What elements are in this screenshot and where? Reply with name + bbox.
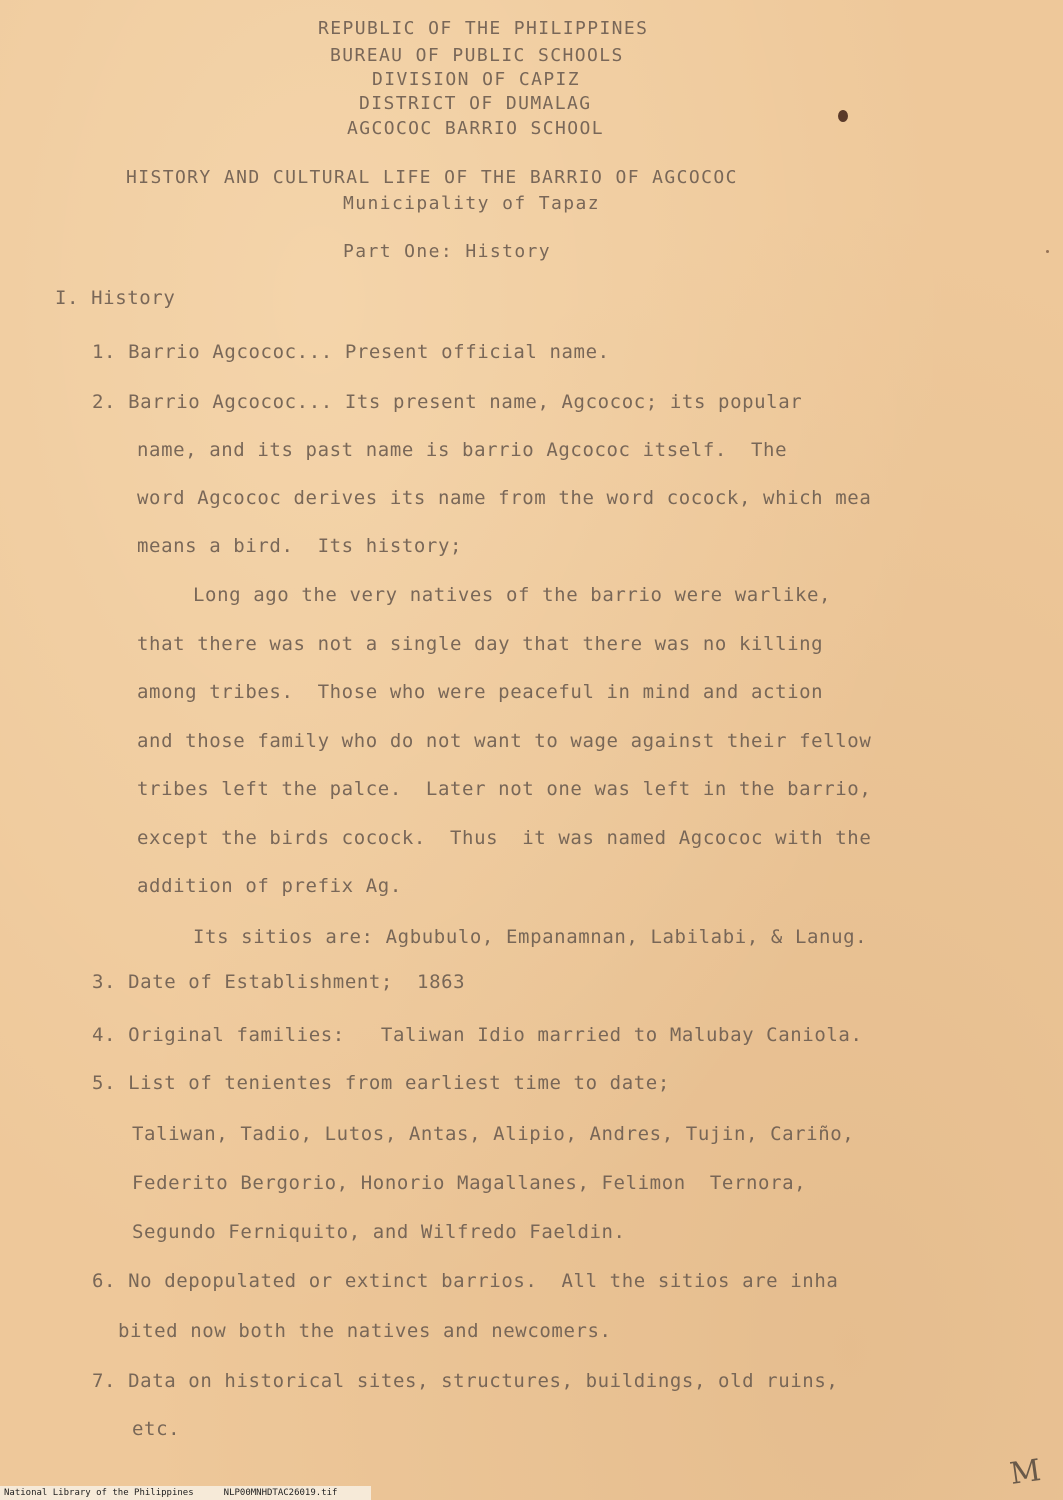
history-paragraph-line-3: among tribes. Those who were peaceful in mind and action [137,681,824,703]
item-5: 5. List of tenientes from earliest time to date; [92,1072,670,1094]
scan-footer [0,1486,371,1500]
section-heading: I. History [55,287,176,309]
history-paragraph-line-4: and those family who do not want to wage against their fellow [137,730,872,752]
history-paragraph-line-7: addition of prefix Ag. [137,875,402,897]
tenientes-line-3: Segundo Ferniquito, and Wilfredo Faeldin. [132,1221,626,1243]
history-paragraph-line-6: except the birds cocock. Thus it was named Agcococ with the [137,827,872,849]
ink-speck [1046,250,1049,253]
item-2-line-1: 2. Barrio Agcococ... Its present name, Agcococ; its popular [92,391,803,413]
header-bureau: BUREAU OF PUBLIC SCHOOLS [330,45,624,66]
sitios-line: Its sitios are: Agbubulo, Empanamnan, Labilabi, & Lanug. [193,926,868,948]
tenientes-line-1: Taliwan, Tadio, Lutos, Antas, Alipio, Andres, Tujin, Cariño, [132,1123,855,1145]
item-2-line-3: word Agcococ derives its name from the word cocock, which mea [137,487,872,509]
handwritten-initial: M [1007,1453,1044,1492]
item-7-line-2: etc. [132,1418,181,1440]
footer-filename: NLP00MNHDTAC26019.tif [223,1488,338,1498]
header-republic: REPUBLIC OF THE PHILIPPINES [318,18,649,39]
header-division: DIVISION OF CAPIZ [372,69,581,90]
header-school: AGCOCOC BARRIO SCHOOL [347,118,604,139]
item-2-line-4: means a bird. Its history; [137,535,463,557]
document-subtitle: Municipality of Tapaz [343,193,600,214]
item-7-line-1: 7. Data on historical sites, structures, buildings, old ruins, [92,1370,839,1392]
item-4: 4. Original families: Taliwan Idio married to Malubay Caniola. [92,1024,863,1046]
history-paragraph-line-2: that there was not a single day that there was no killing [137,633,824,655]
history-paragraph-line-1: Long ago the very natives of the barrio were warlike, [193,584,832,606]
ink-spot [838,110,848,122]
item-1: 1. Barrio Agcococ... Present official name. [92,341,610,363]
history-paragraph-line-5: tribes left the palce. Later not one was left in the barrio, [137,778,872,800]
item-3: 3. Date of Establishment; 1863 [92,971,466,993]
item-6-line-1: 6. No depopulated or extinct barrios. All the sitios are inha [92,1270,839,1292]
tenientes-line-2: Federito Bergorio, Honorio Magallanes, Felimon Ternora, [132,1172,807,1194]
item-2-line-2: name, and its past name is barrio Agcococ itself. The [137,439,788,461]
item-6-line-2: bited now both the natives and newcomers. [118,1320,612,1342]
part-heading: Part One: History [343,241,552,262]
footer-library: National Library of the Philippines [4,1488,194,1498]
document-title: HISTORY AND CULTURAL LIFE OF THE BARRIO OF AGCOCOC [126,167,738,188]
header-district: DISTRICT OF DUMALAG [359,93,592,114]
